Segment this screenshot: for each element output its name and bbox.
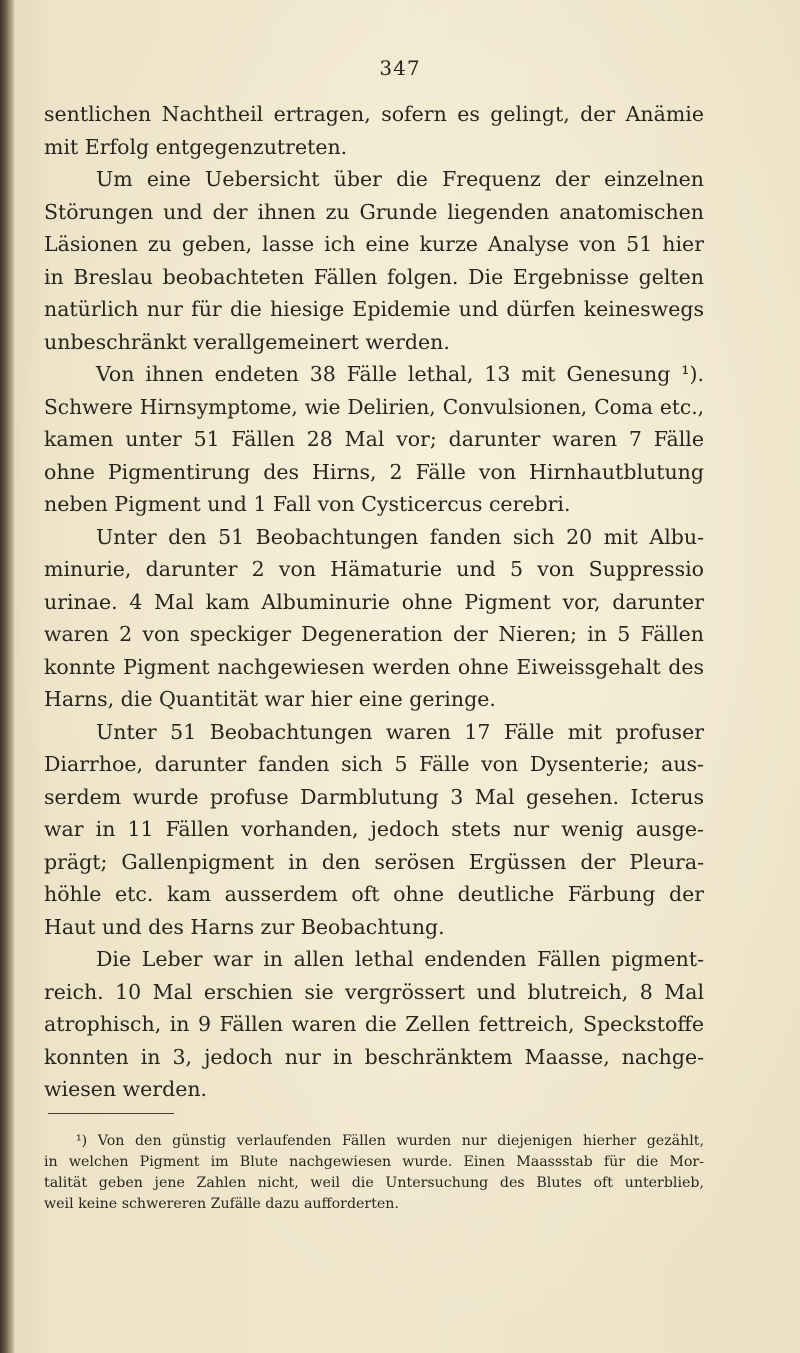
text-line: in Breslau beobachteten Fällen folgen. Die Ergebnisse gelten	[44, 264, 704, 289]
text-line: reich. 10 Mal erschien sie vergrössert und blutreich, 8 Mal	[44, 979, 704, 1004]
text-line: neben Pigment und 1 Fall von Cysticercus cerebri.	[44, 492, 571, 516]
page-number: 347	[379, 56, 421, 80]
footnote-line: weil keine schwereren Zufälle dazu aufforderten.	[44, 1196, 399, 1212]
text-line: Haut und des Harns zur Beobachtung.	[44, 914, 445, 939]
main-text	[44, 98, 704, 1106]
text-line: Diarrhoe, darunter fanden sich 5 Fälle von Dysenterie; aus-	[44, 752, 704, 776]
text-line: Von ihnen endeten 38 Fälle lethal, 13 mit Genesung ¹).	[96, 362, 704, 386]
text-line: wiesen werden.	[44, 1077, 208, 1101]
text-line: minurie, darunter 2 von Hämaturie und 5 von Suppressio	[44, 557, 704, 581]
text-line: ohne Pigmentirung des Hirns, 2 Fälle von Hirnhautblutung	[44, 459, 704, 484]
text-line: Läsionen zu geben, lasse ich eine kurze Analyse von 51 hier	[44, 232, 704, 256]
text-line: konnte Pigment nachgewiesen werden ohne Eiweissgehalt des	[44, 654, 704, 679]
text-line: höhle etc. kam ausserdem oft ohne deutliche Färbung der	[44, 882, 704, 906]
text-line: urinae. 4 Mal kam Albuminurie ohne Pigment vor, darunter	[44, 589, 704, 614]
text-line: waren 2 von speckiger Degeneration der Nieren; in 5 Fällen	[44, 622, 704, 646]
footnote-line: in welchen Pigment im Blute nachgewiesen wurde. Einen Maassstab für die Mor-	[44, 1154, 704, 1170]
text-line: atrophisch, in 9 Fällen waren die Zellen fettreich, Speckstoffe	[44, 1012, 704, 1036]
footnote-divider	[48, 1113, 174, 1114]
text-line: war in 11 Fällen vorhanden, jedoch stets nur wenig ausge-	[44, 817, 704, 841]
text-line: serdem wurde profuse Darmblutung 3 Mal gesehen. Icterus	[44, 784, 704, 809]
text-line: mit Erfolg entgegenzutreten.	[44, 134, 348, 159]
text-line: sentlichen Nachtheil ertragen, sofern es gelingt, der Anämie	[44, 102, 704, 126]
text-line: Die Leber war in allen lethal endenden Fällen pigment-	[96, 947, 704, 971]
book-binding-edge	[0, 0, 14, 1353]
text-line: Um eine Uebersicht über die Frequenz der einzelnen	[96, 167, 704, 191]
text-line: konnten in 3, jedoch nur in beschränktem Maasse, nachge-	[44, 1044, 704, 1069]
text-line: Störungen und der ihnen zu Grunde liegenden anatomischen	[44, 199, 704, 224]
text-line: Unter 51 Beobachtungen waren 17 Fälle mit profuser	[96, 719, 704, 744]
footnote-line: talität geben jene Zahlen nicht, weil die Untersuchung des Blutes oft unterblieb,	[44, 1175, 704, 1191]
footnote	[44, 1131, 704, 1215]
footnote-line: ¹) Von den günstig verlaufenden Fällen wurden nur diejenigen hierher gezählt,	[76, 1133, 704, 1149]
text-line: prägt; Gallenpigment in den serösen Ergüssen der Pleura-	[44, 849, 704, 874]
text-line: natürlich nur für die hiesige Epidemie und dürfen keineswegs	[44, 297, 704, 321]
text-line: unbeschränkt verallgemeinert werden.	[44, 329, 450, 354]
text-line: kamen unter 51 Fällen 28 Mal vor; darunter waren 7 Fälle	[44, 427, 704, 451]
text-line: Schwere Hirnsymptome, wie Delirien, Convulsionen, Coma etc.,	[44, 394, 704, 419]
text-line: Harns, die Quantität war hier eine geringe.	[44, 687, 496, 711]
text-line: Unter den 51 Beobachtungen fanden sich 20 mit Albu-	[96, 524, 704, 549]
